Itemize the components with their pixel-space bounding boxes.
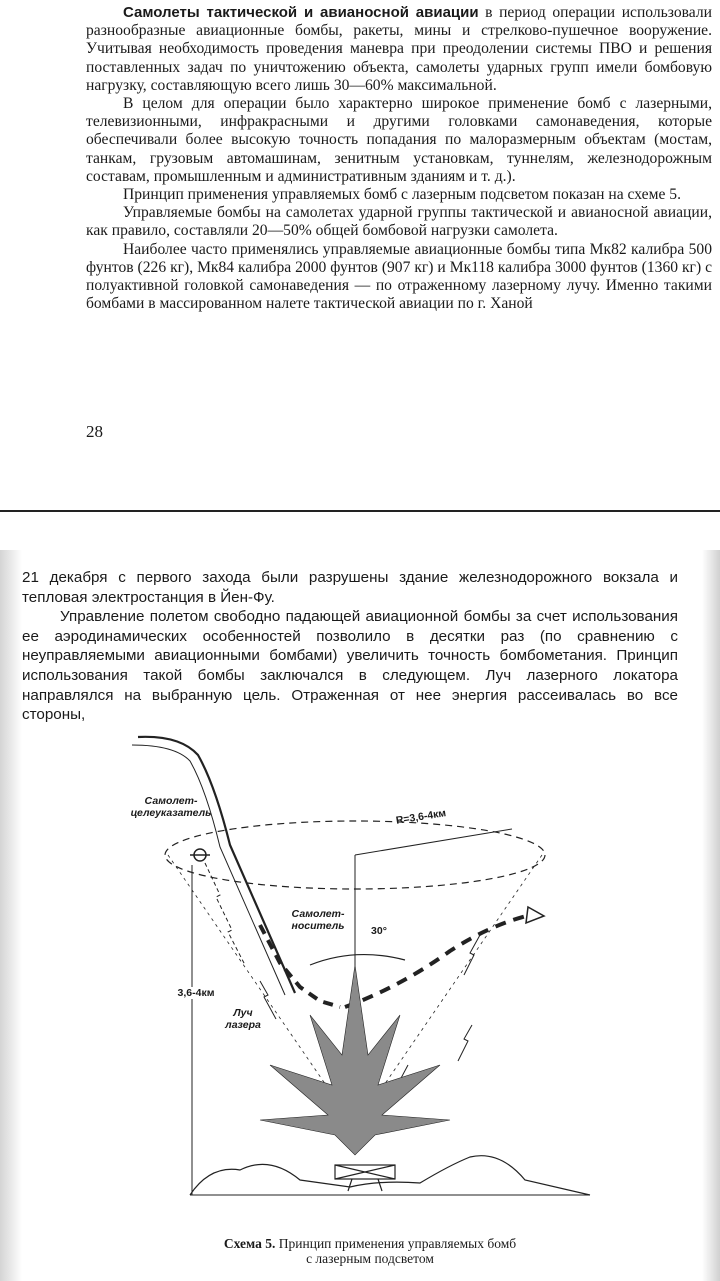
radius-label: R=3,6-4км bbox=[395, 807, 447, 827]
radius-line bbox=[355, 829, 512, 855]
carrier-label-line-1: Самолет- bbox=[291, 908, 345, 920]
page-fold-shadow-left bbox=[0, 550, 22, 1281]
paragraph-5: Наиболее часто применялись управляемые авиационные бомбы типа Мк82 калибра 500 фунтов (226 кг), Мк84 калибра 2000 фунтов (907 кг) и Мк118 калибра 3000 фунтов (1360 кг) с полуактивной головкой самонаведения — по отраженному лазерному лучу. Именно такими бомбами в массированном налете тактической авиации по г. Ханой bbox=[86, 240, 712, 313]
laser-beam-label-line-2: лазера bbox=[225, 1019, 261, 1031]
paragraph-3: Принцип применения управляемых бомб с лазерным подсветом показан на схеме 5. bbox=[123, 186, 681, 204]
paragraph-1-text: в период операции использовали разнообразные авиационные бомбы, ракеты, мины и стрелково-пушечное вооружение. Учитывая необходимость проведения маневра при преодолении системы ПВО и решения поставленных задач по уничтожению объекта, самолеты ударных групп имели бомбовую нагрузку, составляющую всего лишь 30—60% максимальной. bbox=[86, 4, 712, 94]
laser-beam bbox=[205, 863, 245, 965]
carrier-flight-path bbox=[138, 737, 295, 993]
paragraph-4: Управляемые бомбы на самолетах ударной группы тактической и авианосной авиации, как правило, составляли 20—50% общей бомбовой нагрузки самолета. bbox=[86, 204, 712, 240]
target-bridge bbox=[335, 1165, 395, 1191]
book-page-28 bbox=[0, 0, 720, 510]
reflected-energy-burst bbox=[260, 965, 450, 1155]
page-number: 28 bbox=[86, 422, 103, 441]
caption-text-1: Принцип применения управляемых бомб bbox=[275, 1236, 517, 1251]
caption-line-2: с лазерным подсветом bbox=[306, 1251, 434, 1266]
paragraph-continued: 21 декабря с первого захода были разрушены здание железнодорожного вокзала и тепловая электростанция в Йен-Фу. bbox=[22, 569, 678, 606]
page-fold-shadow-right bbox=[702, 550, 720, 1281]
page-gap bbox=[0, 512, 720, 550]
carrier-label-line-2: носитель bbox=[291, 920, 345, 932]
laser-beam-label bbox=[218, 1007, 268, 1031]
arrow-head bbox=[526, 907, 544, 923]
carrier-label bbox=[278, 908, 358, 932]
scheme-5-diagram bbox=[120, 725, 620, 1215]
paragraph-guidance: Управление полетом свободно падающей авиационной бомбы за счет использования ее аэродинамических особенностей позволило в десятки раз (по сравнению с неуправляемыми авиационными бомбами) увеличить точность бомбометания. Принцип использования такой бомбы заключался в следующем. Луч лазерного локатора направлялся на выбранную цель. Отраженная от нее энергия рассеивалась во все стороны, bbox=[22, 608, 678, 724]
page-28-body bbox=[86, 4, 712, 313]
laser-beam-label-line-1: Луч bbox=[233, 1007, 253, 1019]
designator-label-line-1: Самолет- bbox=[144, 795, 198, 807]
caption-line-1 bbox=[140, 1236, 600, 1251]
height-label: 3,6-4км bbox=[168, 987, 224, 999]
angle-label: 30° bbox=[371, 925, 387, 937]
figure-caption bbox=[140, 1236, 600, 1266]
paragraph-2: В целом для операции было характерно широкое применение бомб с лазерными, телевизионными, инфракрасными и другими головками самонаведения, которые обеспечивали более высокую точность попадания по малоразмерным объектам (мостам, танкам, грузовым автомашинам, зенитным установкам, туннелям, железнодорожным составам, промышленным и административным зданиям и т. д.). bbox=[86, 95, 712, 185]
caption-label: Схема 5. bbox=[223, 1236, 276, 1251]
designator-label bbox=[126, 795, 216, 819]
lead-heading: Самолеты тактической и авианосной авиации bbox=[123, 4, 479, 21]
angle-arc bbox=[310, 955, 405, 965]
book-page-29 bbox=[0, 550, 720, 1281]
designator-label-line-2: целеуказатель bbox=[130, 807, 212, 819]
laser-zigzag-2 bbox=[458, 1025, 472, 1061]
paragraph-1 bbox=[86, 4, 712, 95]
page-29-body bbox=[22, 568, 678, 725]
